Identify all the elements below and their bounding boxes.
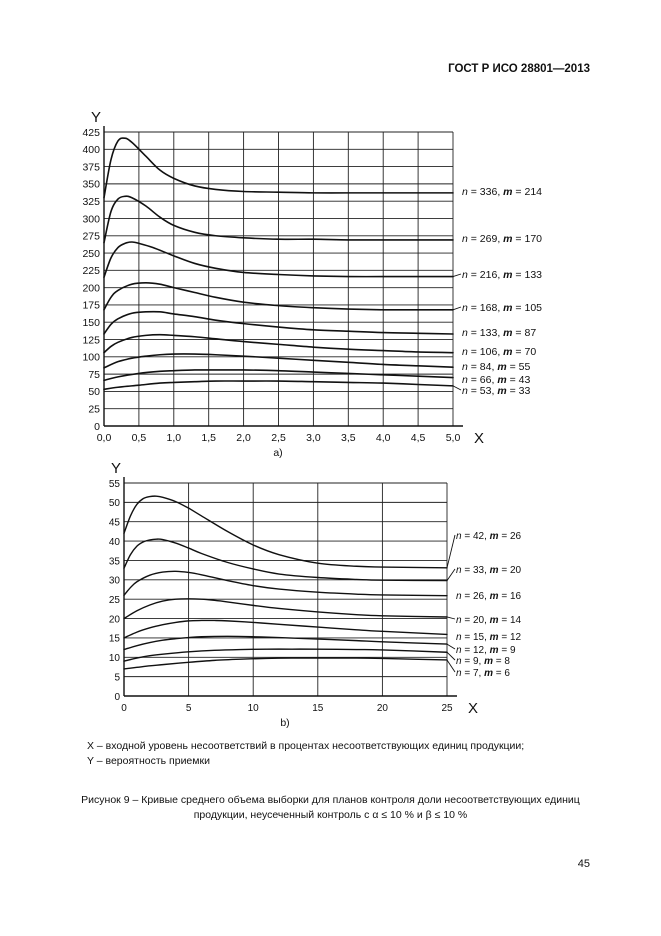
series-label xyxy=(462,302,542,314)
series-label xyxy=(456,591,522,602)
label-n-symbol: n xyxy=(462,186,468,198)
label-n-value: = 12, xyxy=(461,645,490,656)
label-n-symbol: n xyxy=(462,385,468,397)
y-tick-label: 50 xyxy=(88,386,100,399)
label-n-symbol: n xyxy=(462,361,468,373)
x-tick-label: 10 xyxy=(247,703,259,714)
label-m-symbol: m xyxy=(489,591,499,602)
label-n-value: = 216, xyxy=(467,269,504,281)
label-m-symbol: m xyxy=(497,374,507,386)
x-tick-label: 1,0 xyxy=(166,432,182,444)
y-tick-label: 15 xyxy=(108,633,120,645)
label-m-value: = 20 xyxy=(498,565,522,576)
series-leader-line xyxy=(447,652,455,660)
y-axis-title: Y xyxy=(90,109,102,126)
series-leader-line xyxy=(453,274,461,277)
label-m-symbol: m xyxy=(489,531,499,542)
label-m-value: = 26 xyxy=(498,531,522,542)
label-n-symbol: n xyxy=(462,374,468,386)
page-number: 45 xyxy=(577,858,590,870)
panel-label: b) xyxy=(280,717,290,729)
x-tick-label: 4,0 xyxy=(375,432,391,444)
x-tick-label: 5 xyxy=(185,703,192,714)
label-m-value: = 33 xyxy=(506,385,531,397)
label-m-symbol: m xyxy=(503,346,513,358)
label-n-symbol: n xyxy=(456,615,462,626)
label-m-symbol: m xyxy=(489,615,499,626)
series-leader-line xyxy=(447,660,455,672)
x-tick-label: 3,0 xyxy=(306,432,321,444)
label-n-value: = 336, xyxy=(467,186,504,198)
series-label xyxy=(462,385,530,397)
label-n-symbol: n xyxy=(462,302,468,314)
label-m-symbol: m xyxy=(503,186,513,198)
y-tick-label: 35 xyxy=(108,556,120,568)
label-n-value: = 26, xyxy=(461,591,490,602)
series-leader-line xyxy=(453,307,461,310)
label-n-symbol: n xyxy=(456,531,462,542)
series-label xyxy=(462,233,542,245)
y-tick-label: 10 xyxy=(108,653,120,665)
series-label xyxy=(462,186,542,198)
label-m-value: = 170 xyxy=(512,233,543,245)
y-tick-label: 375 xyxy=(82,161,100,174)
series-line-n33 xyxy=(124,539,447,581)
x-tick-label: 3,5 xyxy=(340,432,356,444)
series-label xyxy=(462,327,536,339)
panel-label: a) xyxy=(273,447,283,459)
series-line-n42 xyxy=(124,496,447,568)
y-tick-label: 75 xyxy=(88,368,100,381)
label-n-symbol: n xyxy=(462,269,468,281)
series-leader-line xyxy=(453,386,461,390)
axis-notes xyxy=(87,739,524,769)
y-axis-title: Y xyxy=(110,460,122,477)
caption-line-2: продукции, неусеченный контроль с α ≤ 10 % и β ≤ 10 % xyxy=(193,809,468,821)
label-n-value: = 269, xyxy=(467,233,504,245)
label-n-value: = 53, xyxy=(467,385,498,397)
label-m-value: = 9 xyxy=(498,645,516,656)
label-m-value: = 6 xyxy=(492,668,510,679)
label-m-symbol: m xyxy=(489,645,499,656)
label-m-value: = 70 xyxy=(512,346,537,358)
series-label xyxy=(456,632,522,643)
y-tick-label: 125 xyxy=(82,334,100,347)
series-label xyxy=(462,346,536,358)
label-n-value: = 133, xyxy=(467,327,504,339)
y-tick-label: 25 xyxy=(108,594,120,606)
figure-caption xyxy=(20,793,641,823)
label-n-symbol: n xyxy=(462,346,468,358)
label-m-symbol: m xyxy=(484,656,493,667)
series-label xyxy=(456,668,510,679)
grid xyxy=(104,132,453,426)
series-label xyxy=(456,531,522,542)
label-n-value: = 106, xyxy=(467,346,504,358)
y-tick-label: 45 xyxy=(108,517,120,529)
series-leader-line xyxy=(447,617,455,619)
caption-line-1: Рисунок 9 – Кривые среднего объема выборки для планов контроля доли несоответствующих единиц xyxy=(81,794,580,806)
label-m-symbol: m xyxy=(489,565,499,576)
label-n-value: = 66, xyxy=(467,374,498,386)
series-label xyxy=(462,361,530,373)
y-tick-label: 200 xyxy=(82,282,100,295)
y-tick-label: 40 xyxy=(108,536,120,548)
label-n-value: = 15, xyxy=(461,632,490,643)
chart-a xyxy=(0,95,661,465)
label-m-value: = 87 xyxy=(512,327,537,339)
label-n-value: = 7, xyxy=(461,668,485,679)
label-m-value: = 43 xyxy=(506,374,531,386)
x-tick-label: 2,5 xyxy=(271,432,286,444)
label-n-symbol: n xyxy=(456,645,462,656)
label-n-symbol: n xyxy=(456,565,462,576)
document-code: ГОСТ Р ИСО 28801—2013 xyxy=(448,63,590,75)
y-tick-label: 225 xyxy=(82,265,100,278)
x-axis-title: X xyxy=(473,430,485,447)
chart-b xyxy=(0,450,661,750)
x-tick-label: 0,0 xyxy=(96,432,112,444)
y-tick-label: 0 xyxy=(94,420,100,433)
series-leader-line xyxy=(447,644,455,649)
x-tick-label: 1,5 xyxy=(201,432,217,444)
x-tick-label: 25 xyxy=(441,703,453,714)
label-n-value: = 84, xyxy=(467,361,498,373)
label-n-value: = 9, xyxy=(461,656,485,667)
y-tick-label: 175 xyxy=(82,299,100,312)
series-line-n7 xyxy=(124,658,447,669)
series-label xyxy=(456,645,516,656)
y-tick-label: 20 xyxy=(108,614,120,626)
label-m-symbol: m xyxy=(497,385,507,397)
label-n-value: = 33, xyxy=(461,565,490,576)
y-tick-label: 25 xyxy=(88,403,100,416)
y-tick-label: 425 xyxy=(82,126,100,139)
series-leader-line xyxy=(447,569,455,581)
y-tick-label: 300 xyxy=(82,213,100,226)
label-m-value: = 8 xyxy=(492,656,510,667)
label-n-symbol: n xyxy=(456,632,462,643)
label-n-symbol: n xyxy=(456,591,462,602)
x-tick-label: 15 xyxy=(312,703,324,714)
x-tick-label: 20 xyxy=(376,703,388,714)
y-tick-label: 5 xyxy=(114,672,120,684)
y-tick-label: 150 xyxy=(82,317,100,330)
label-m-value: = 14 xyxy=(498,615,522,626)
label-n-symbol: n xyxy=(462,327,468,339)
label-m-symbol: m xyxy=(484,668,493,679)
x-tick-label: 2,0 xyxy=(236,432,251,444)
label-m-symbol: m xyxy=(503,327,513,339)
y-tick-label: 50 xyxy=(108,498,120,510)
label-m-symbol: m xyxy=(503,233,513,245)
y-tick-label: 0 xyxy=(114,691,120,703)
label-m-value: = 105 xyxy=(512,302,543,314)
label-n-symbol: n xyxy=(462,233,468,245)
x-axis-title: X xyxy=(467,700,479,717)
label-m-value: = 16 xyxy=(498,591,522,602)
y-tick-label: 325 xyxy=(82,195,100,208)
label-m-value: = 133 xyxy=(512,269,543,281)
series-label xyxy=(456,565,522,576)
label-m-symbol: m xyxy=(489,632,499,643)
series-label xyxy=(456,615,522,626)
x-tick-label: 0 xyxy=(121,703,127,714)
y-tick-label: 400 xyxy=(82,144,100,157)
label-m-value: = 214 xyxy=(512,186,543,198)
x-tick-label: 0,5 xyxy=(131,432,147,444)
y-tick-label: 275 xyxy=(82,230,100,243)
label-n-symbol: n xyxy=(456,656,462,667)
x-axis-note: X – входной уровень несоответствий в процентах несоответствующих единиц продукции; xyxy=(87,740,525,752)
label-n-value: = 42, xyxy=(461,531,490,542)
label-n-symbol: n xyxy=(456,668,462,679)
label-m-value: = 12 xyxy=(498,632,522,643)
y-tick-label: 350 xyxy=(82,178,100,191)
y-tick-label: 100 xyxy=(82,351,100,364)
y-tick-label: 30 xyxy=(108,575,120,587)
y-axis-note: Y – вероятность приемки xyxy=(87,755,210,767)
y-tick-label: 55 xyxy=(108,478,120,490)
x-tick-label: 4,5 xyxy=(410,432,426,444)
series-label xyxy=(456,656,510,667)
label-m-symbol: m xyxy=(503,302,513,314)
series-line-n15 xyxy=(124,620,447,637)
x-tick-label: 5,0 xyxy=(445,432,461,444)
label-m-symbol: m xyxy=(503,269,513,281)
label-n-value: = 168, xyxy=(467,302,504,314)
label-n-value: = 20, xyxy=(461,615,490,626)
series-line-n20 xyxy=(124,599,447,619)
label-m-value: = 55 xyxy=(506,361,531,373)
label-m-symbol: m xyxy=(497,361,507,373)
series-leader-line xyxy=(447,535,455,568)
series-label xyxy=(462,269,542,281)
y-tick-label: 250 xyxy=(82,247,100,260)
